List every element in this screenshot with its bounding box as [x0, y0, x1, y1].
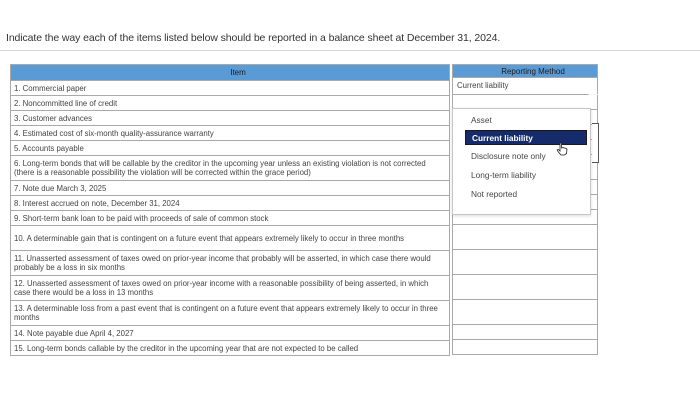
- divider: [0, 50, 700, 51]
- table-row: 10. A determinable gain that is contingent on a future event that appears extremely likely to occur in three months: [11, 226, 450, 251]
- table-row: 11. Unasserted assessment of taxes owed on prior-year income that probably will be asserted, in which case there would probably be a loss in six months: [11, 251, 450, 276]
- dropdown-option-asset[interactable]: Asset: [471, 115, 492, 125]
- dropdown-option-current-liability[interactable]: Current liability: [465, 130, 587, 145]
- table-row: 6. Long-term bonds that will be callable by the creditor in the upcoming year unless an existing violation is not corrected (there is a reasonable possibility the violation will be corrected within the grace period): [11, 156, 450, 181]
- method-select-14[interactable]: [452, 325, 598, 340]
- method-dropdown-menu[interactable]: [452, 108, 591, 215]
- dropdown-option-long-term-liability[interactable]: Long-term liability: [471, 170, 537, 180]
- table-row: 5. Accounts payable: [11, 141, 450, 156]
- method-select-12[interactable]: [452, 275, 598, 300]
- dropdown-option-disclosure-note-only[interactable]: Disclosure note only: [471, 151, 546, 161]
- table-row: 8. Interest accrued on note, December 31, 2024: [11, 196, 450, 211]
- table-row: 12. Unasserted assessment of taxes owed on prior-year income with a reasonable possibility of being asserted, in which case there would be a loss in 13 months: [11, 276, 450, 301]
- table-row: 13. A determinable loss from a past event that is contingent on a future event that appears extremely likely to occur in three months: [11, 301, 450, 326]
- instruction-text: Indicate the way each of the items listed below should be reported in a balance sheet at December 31, 2024.: [6, 32, 501, 44]
- select-value: Current liability: [457, 81, 509, 90]
- method-header: Reporting Method: [452, 64, 598, 78]
- method-select-11[interactable]: [452, 250, 598, 275]
- table-row: 2. Noncommitted line of credit: [11, 96, 450, 111]
- table-row: 7. Note due March 3, 2025: [11, 181, 450, 196]
- dropdown-option-not-reported[interactable]: Not reported: [471, 189, 518, 199]
- table-row: 14. Note payable due April 4, 2027: [11, 326, 450, 341]
- dropdown-scrollbar[interactable]: [592, 123, 599, 163]
- method-select-13[interactable]: [452, 300, 598, 325]
- hand-cursor-icon: [556, 142, 568, 156]
- method-select-10[interactable]: [452, 225, 598, 250]
- table-row: 4. Estimated cost of six-month quality-assurance warranty: [11, 126, 450, 141]
- items-table: [10, 64, 450, 356]
- method-select-1[interactable]: [452, 78, 598, 95]
- table-row: 9. Short-term bank loan to be paid with proceeds of sale of common stock: [11, 211, 450, 226]
- table-row: 3. Customer advances: [11, 111, 450, 126]
- item-header: Item: [11, 65, 450, 81]
- table-row: 1. Commercial paper: [11, 81, 450, 96]
- table-row: 15. Long-term bonds callable by the creditor in the upcoming year that are not expected to be called: [11, 341, 450, 356]
- method-select-15[interactable]: [452, 340, 598, 355]
